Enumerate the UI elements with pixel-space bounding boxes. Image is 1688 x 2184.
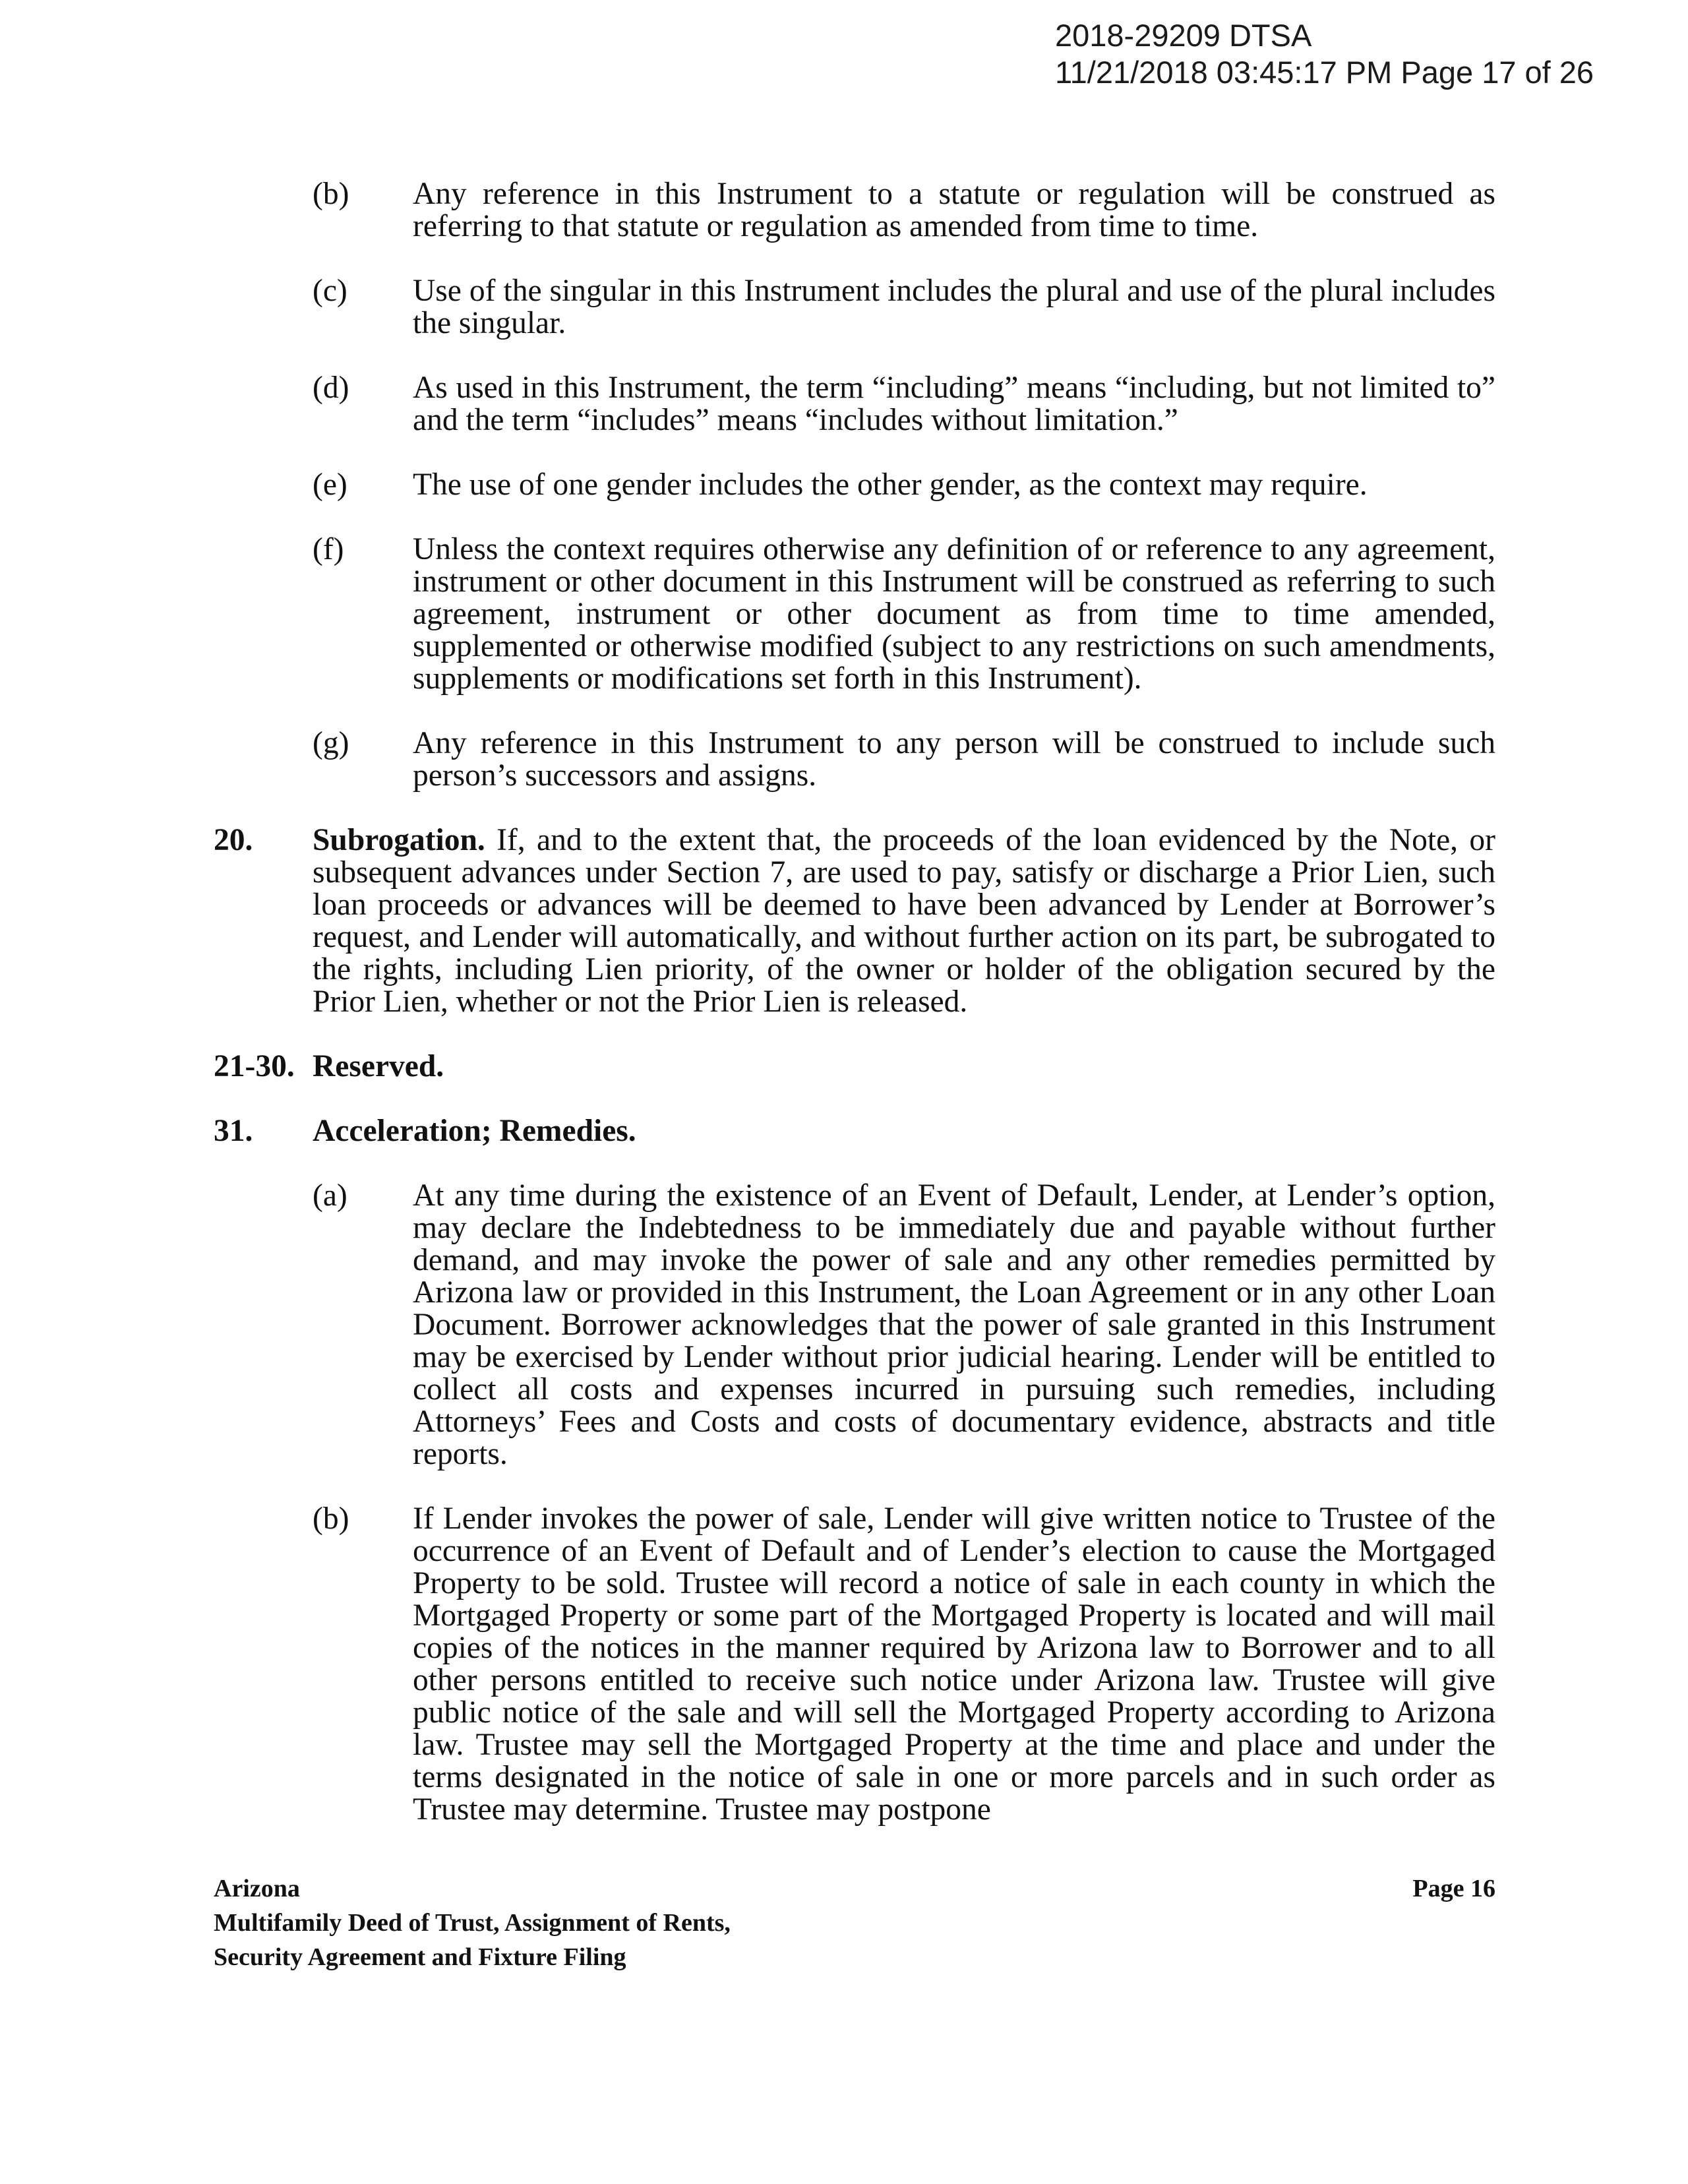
clause-text: The use of one gender includes the other gender, as the context may require. bbox=[413, 468, 1368, 502]
clause-label: (g) bbox=[313, 726, 349, 760]
clause-19b bbox=[214, 178, 1495, 243]
clause-label: (c) bbox=[313, 274, 347, 308]
page-number: Page 16 bbox=[1412, 1875, 1495, 1902]
clause-text: If Lender invokes the power of sale, Lender will give written notice to Trustee of the occurrence of an Event of Default and of Lender’s election to cause the Mortgaged Property to be sold. Trustee will record a notice of sale in each county in which the Mortgaged Property or some part of the Mortgaged Property is located and will mail copies of the notices in the manner required by Arizona law to Borrower and to all other persons entitled to receive such notice under Arizona law. Trustee will give public notice of the sale and will sell the Mortgaged Property according to Arizona law. Trustee may sell the Mortgaged Property at the time and place and under the terms designated in the notice of sale in one or more parcels and in such order as Trustee may determine. Trustee may postpone bbox=[413, 1502, 1495, 1827]
section-body bbox=[313, 824, 1495, 1018]
section-number: 21-30. bbox=[214, 1049, 295, 1083]
footer-state: Arizona bbox=[214, 1875, 300, 1902]
section-20 bbox=[214, 824, 1495, 1018]
clause-label: (b) bbox=[313, 1502, 349, 1536]
clause-19e bbox=[214, 469, 1495, 501]
clause-text: Any reference in this Instrument to any person will be construed to include such person’s successors and assigns. bbox=[413, 726, 1495, 793]
clause-label: (a) bbox=[313, 1178, 347, 1213]
clause-text: Any reference in this Instrument to a statute or regulation will be construed as referring to that statute or regulation as amended from time to time. bbox=[413, 177, 1495, 243]
section-31 bbox=[214, 1115, 1495, 1147]
clause-19d bbox=[214, 372, 1495, 437]
clause-31a bbox=[214, 1180, 1495, 1471]
clause-text: Unless the context requires otherwise any definition of or reference to any agreement, instrument or other document in this Instrument will be construed as referring to such agreement, instrument or other document as from time to time amended, supplemented or otherwise modified (subject to any restrictions on such amendments, supplements or modifications set forth in this Instrument). bbox=[413, 532, 1495, 696]
recording-timestamp: 11/21/2018 03:45:17 PM Page 17 of 26 bbox=[1055, 55, 1594, 90]
section-21-30 bbox=[214, 1050, 1495, 1083]
clause-31b bbox=[214, 1503, 1495, 1826]
clause-text: As used in this Instrument, the term “including” means “including, but not limited to” and the term “includes” means “includes without limitation.” bbox=[413, 371, 1495, 437]
clause-label: (f) bbox=[313, 532, 344, 566]
footer-document-subtitle: Security Agreement and Fixture Filing bbox=[214, 1943, 626, 1971]
section-number: 20. bbox=[214, 823, 253, 857]
clause-19f bbox=[214, 533, 1495, 695]
section-heading: Subrogation. bbox=[313, 823, 485, 857]
recording-stamp bbox=[1055, 17, 1622, 91]
page-footer bbox=[214, 1871, 1495, 1974]
clause-text: At any time during the existence of an Event of Default, Lender, at Lender’s option, may declare the Indebtedness to be immediately due and payable without further demand, and may invoke the power of sale and any other remedies permitted by Arizona law or provided in this Instrument, the Loan Agreement or in any other Loan Document. Borrower acknowledges that the power of sale granted in this Instrument may be exercised by Lender without prior judicial hearing. Lender will be entitled to collect all costs and expenses incurred in pursuing such remedies, including Attorneys’ Fees and Costs and costs of documentary evidence, abstracts and title reports. bbox=[413, 1178, 1495, 1471]
section-text: If, and to the extent that, the proceeds of the loan evidenced by the Note, or subsequent advances under Section 7, are used to pay, satisfy or discharge a Prior Lien, such loan proceeds or advances will be deemed to have been advanced by Lender at Borrower’s request, and Lender will automatically, and without further action on its part, be subrogated to the rights, including Lien priority, of the owner or holder of the obligation secured by the Prior Lien, whether or not the Prior Lien is released. bbox=[313, 823, 1495, 1019]
recording-number: 2018-29209 DTSA bbox=[1055, 18, 1312, 53]
clause-label: (e) bbox=[313, 468, 347, 502]
clause-text: Use of the singular in this Instrument includes the plural and use of the plural includes the singular. bbox=[413, 274, 1495, 340]
document-body bbox=[214, 178, 1495, 1858]
section-heading: Acceleration; Remedies. bbox=[313, 1114, 636, 1148]
section-heading: Reserved. bbox=[313, 1049, 444, 1083]
footer-document-title: Multifamily Deed of Trust, Assignment of Rents, bbox=[214, 1909, 731, 1937]
section-number: 31. bbox=[214, 1114, 253, 1148]
clause-label: (d) bbox=[313, 371, 349, 405]
clause-label: (b) bbox=[313, 177, 349, 211]
clause-19g bbox=[214, 727, 1495, 792]
clause-19c bbox=[214, 275, 1495, 340]
